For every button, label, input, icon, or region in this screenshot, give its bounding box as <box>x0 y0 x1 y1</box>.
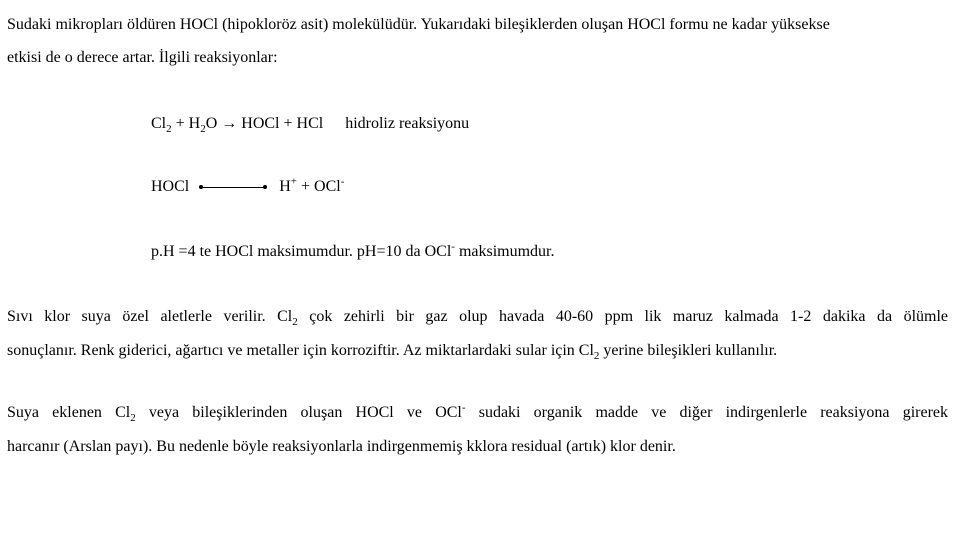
paragraph-2-line-2-b: yerine bileşikleri kullanılır. <box>599 342 778 359</box>
paragraph-2-line-1-b: çok zehirli bir gaz olup havada 40-60 ppm lik maruz kalmada 1-2 dakika da ölümle <box>297 308 949 325</box>
reaction-1-cl: Cl <box>151 115 167 132</box>
paragraph-2-line-1 <box>7 307 948 327</box>
reaction-hydrolysis <box>151 114 469 134</box>
paragraph-2-line-2 <box>7 341 777 361</box>
paragraph-2-line-2-a: sonuçlanır. Renk giderici, ağartıcı ve metaller için korroziftir. Az miktarlardaki sular için Cl <box>7 342 594 359</box>
reaction-1-cl-subscript: 2 <box>166 123 172 136</box>
ph-statement-part-2: maksimumdur. <box>454 243 555 260</box>
paragraph-3-line-1-superscript: - <box>461 401 466 414</box>
paragraph-3-line-1-b: veya bileşiklerinden oluşan HOCl ve OCl <box>135 404 462 421</box>
paragraph-2-line-2-subscript: 2 <box>593 350 600 363</box>
paragraph-3-line-1 <box>7 403 948 423</box>
reaction-dissociation <box>151 177 344 197</box>
paragraph-3-line-1-subscript: 2 <box>130 412 136 425</box>
reaction-2-h-superscript: + <box>290 175 298 188</box>
reaction-2-ocl-superscript: - <box>340 175 345 188</box>
ph-statement-superscript: - <box>451 240 455 253</box>
paragraph-1-line-1: Sudaki mikropları öldüren HOCl (hipokloröz asit) molekülüdür. Yukarıdaki bileşiklerden oluşan HOCl formu ne kadar yüksekse <box>7 16 830 33</box>
paragraph-2-line-1-a: Sıvı klor suya özel aletlerle verilir. Cl <box>7 308 293 325</box>
paragraph-3-line-2: harcanır (Arslan payı). Bu nedenle böyle reaksiyonlarla indirgenmemiş kklora residual (artık) klor denir. <box>7 438 676 455</box>
reaction-1-h-subscript: 2 <box>200 123 206 136</box>
paragraph-3-line-1-c: sudaki organik madde ve diğer indirgenlerle reaksiyona girerek <box>465 404 949 421</box>
reaction-2-h: H <box>279 178 291 195</box>
ph-statement <box>151 242 555 262</box>
reaction-2-reactant: HOCl <box>151 178 190 195</box>
reaction-1-products: O → HOCl + HCl <box>205 115 324 132</box>
paragraph-2-line-1-subscript: 2 <box>292 316 298 329</box>
paragraph-1-line-2: etkisi de o derece artar. İlgili reaksiyonlar: <box>7 49 278 66</box>
paragraph-3-line-1-a: Suya eklenen Cl <box>7 404 131 421</box>
reaction-1-label: hidroliz reaksiyonu <box>345 115 470 132</box>
equilibrium-arrow-icon <box>201 187 265 188</box>
reaction-2-plus-ocl: + OCl <box>297 178 341 195</box>
reaction-1-plus-h: + H <box>171 115 201 132</box>
ph-statement-part-1: p.H =4 te HOCl maksimumdur. pH=10 da OCl <box>151 243 452 260</box>
